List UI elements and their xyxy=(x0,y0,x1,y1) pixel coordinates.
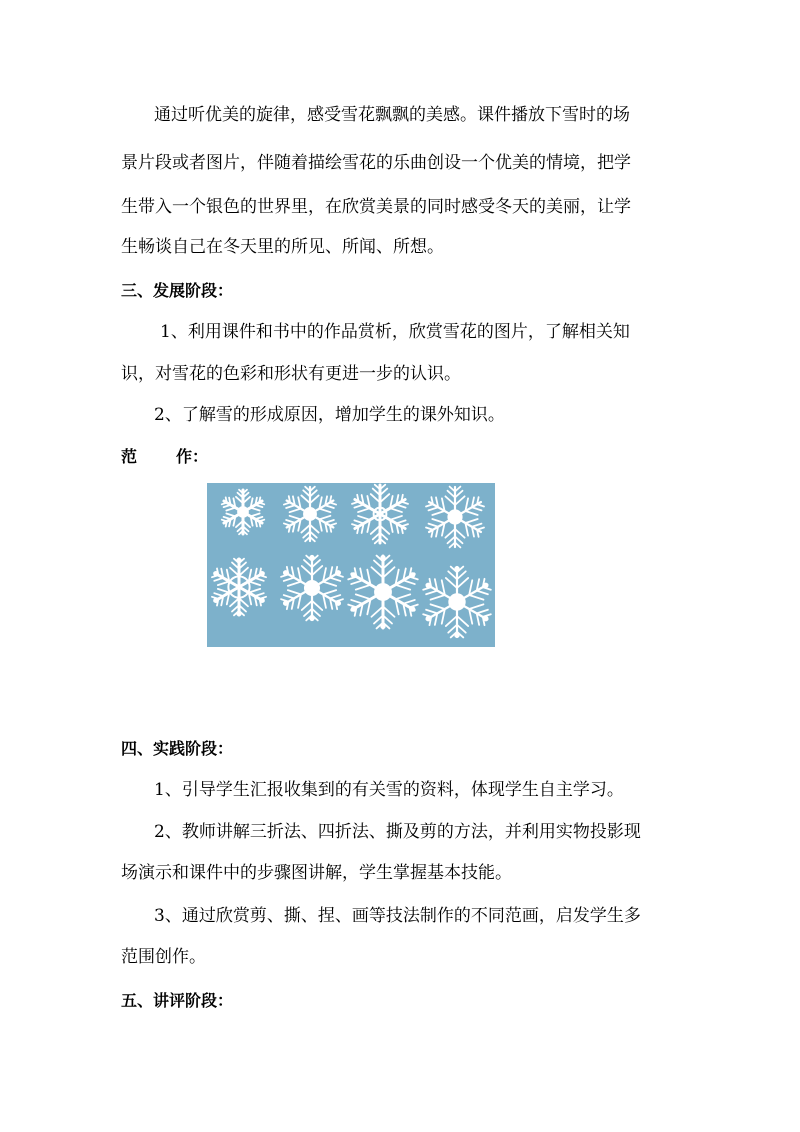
paragraph-line: 生畅谈自己在冬天里的所见、所闻、所想。 xyxy=(121,237,444,257)
snowflake-icon xyxy=(220,490,266,535)
section-heading-practice: 四、实践阶段： xyxy=(121,739,234,758)
snowflake-icon xyxy=(282,487,338,542)
paragraph-line: 生带入一个银色的世界里，在欣赏美景的同时感受冬天的美丽，让学 xyxy=(121,197,631,217)
snowflake-icon xyxy=(279,555,346,620)
list-item: 2、了解雪的形成原因，增加学生的课外知识。 xyxy=(154,405,505,425)
paragraph-line: 景片段或者图片，伴随着描绘雪花的乐曲创设一个优美的情境，把学 xyxy=(121,153,631,173)
snowflake-illustration xyxy=(207,483,495,647)
list-item: 1、引导学生汇报收集到的有关雪的资料，体现学生自主学习。 xyxy=(154,780,624,800)
snowflake-icon xyxy=(346,556,421,629)
snowflake-icon xyxy=(424,487,486,548)
paragraph-line: 通过听优美的旋律，感受雪花飘飘的美感。课件播放下雪时的场 xyxy=(154,105,630,125)
list-item: 1、利用课件和书中的作品赏析，欣赏雪花的图片，了解相关知 xyxy=(160,322,630,342)
list-item: 识，对雪花的色彩和形状有更进一步的认识。 xyxy=(121,364,461,384)
section-heading-review: 五、讲评阶段： xyxy=(121,991,234,1010)
example-label-suffix: 作： xyxy=(176,447,209,466)
snowflake-icon xyxy=(421,567,494,638)
snowflake-icon xyxy=(350,485,410,544)
section-heading-development: 三、发展阶段： xyxy=(121,281,234,300)
list-item: 3、通过欣赏剪、撕、捏、画等技法制作的不同范画，启发学生多 xyxy=(154,906,641,926)
list-item: 范围创作。 xyxy=(121,947,206,967)
snowflake-example-image xyxy=(207,483,495,647)
example-label: 范 xyxy=(121,447,138,466)
list-item: 2、教师讲解三折法、四折法、撕及剪的方法，并利用实物投影现 xyxy=(154,822,641,842)
list-item: 场演示和课件中的步骤图讲解，学生掌握基本技能。 xyxy=(121,863,512,883)
snowflake-icon xyxy=(210,558,269,616)
